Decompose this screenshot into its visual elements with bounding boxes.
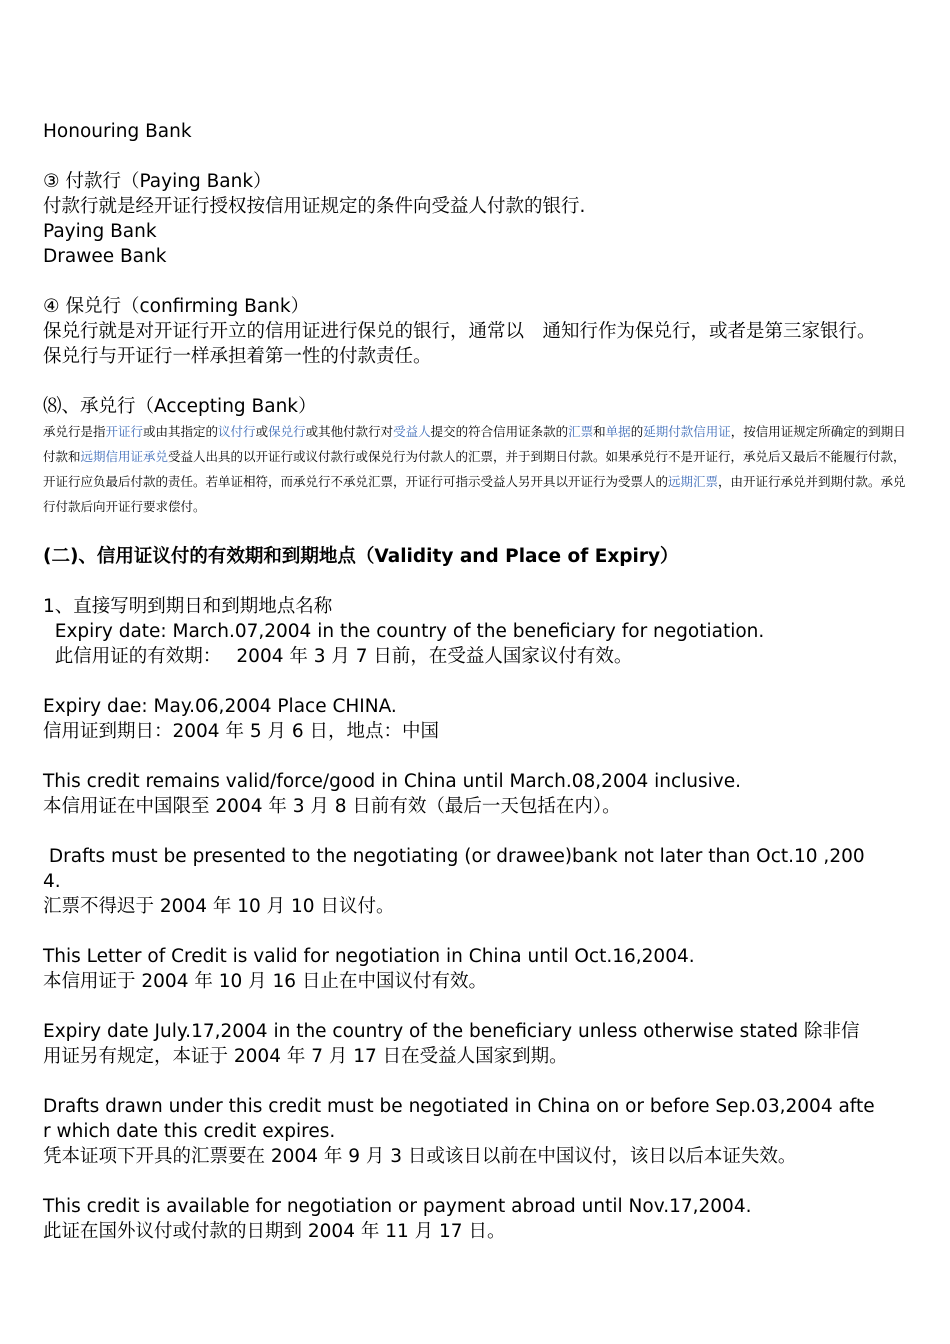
text-line: Paying Bank — [43, 221, 157, 242]
paragraph-text: 的 — [630, 424, 644, 439]
paragraph-text: ，按信用证规定所确定的到期日付款和 — [43, 424, 906, 464]
example-en: Drafts must be presented to the negotiating (or drawee)bank not later than Oct.10 ,200 — [43, 846, 865, 867]
link-documents[interactable]: 单据 — [605, 424, 631, 439]
example-cn: 此证在国外议付或付款的日期到 2004 年 11 月 17 日。 — [43, 1221, 506, 1242]
paragraph-text: 或 — [255, 424, 269, 439]
example-cn: 此信用证的有效期： 2004 年 3 月 7 日前，在受益人国家议付有效。 — [43, 646, 633, 667]
example-cn: 本信用证在中国限至 2004 年 3 月 8 日前有效（最后一天包括在内）。 — [43, 796, 621, 817]
link-usance-draft[interactable]: 远期汇票 — [668, 474, 719, 489]
link-beneficiary[interactable]: 受益人 — [393, 424, 431, 439]
paragraph-text: 承兑行是指 — [43, 424, 106, 439]
example-en: Expiry date: March.07,2004 in the country of the beneficiary for negotiation. — [43, 621, 765, 642]
section-heading — [43, 544, 909, 569]
text-line: ③ 付款行（Paying Bank） — [43, 171, 272, 192]
text-line: 付款行就是经开证行授权按信用证规定的条件向受益人付款的银行. — [43, 196, 586, 217]
link-usance-credit-acceptance[interactable]: 远期信用证承兑 — [80, 449, 169, 464]
text-line: Honouring Bank — [43, 121, 192, 142]
text-line: 保兑行与开证行一样承担着第一性的付款责任。 — [43, 346, 432, 367]
link-negotiating-bank[interactable]: 议付行 — [218, 424, 256, 439]
section-heading-cn: (二)、信用证议付的有效期和到期地点（ — [43, 546, 375, 567]
paragraph-text: 和 — [593, 424, 606, 439]
list-item-heading: 1、直接写明到期日和到期地点名称 — [43, 596, 333, 617]
example-en: Expiry dae: May.06,2004 Place CHINA. — [43, 696, 397, 717]
link-confirming-bank[interactable]: 保兑行 — [268, 424, 306, 439]
paragraph-text: 或由其指定的 — [143, 424, 219, 439]
link-draft[interactable]: 汇票 — [568, 424, 594, 439]
text-line: 保兑行就是对开证行开立的信用证进行保兑的银行，通常以 通知行作为保兑行，或者是第三家银行。 — [43, 321, 876, 342]
accepting-bank-paragraph — [43, 419, 909, 519]
paragraph-text: ，由开证行承兑并到期付款。承兑行付款后向开证行要求偿付。 — [43, 474, 906, 514]
link-issuing-bank[interactable]: 开证行 — [105, 424, 144, 439]
paragraph-text: 受益人出具的以开证行或议付款行或保兑行为付款人的汇票，并于到期日付款。如果承兑行不是开证行，承兑后又最后不能履行付款，开证行应负最后付款的责任。若单证相符，而承兑行不承兑汇票，开证行可指示受益人另开具以开证行为受票人的 — [43, 449, 906, 489]
example-cn: 本信用证于 2004 年 10 月 16 日止在中国议付有效。 — [43, 971, 487, 992]
paragraph-text: 或其他付款行对 — [305, 424, 394, 439]
example-en: 4. — [43, 871, 61, 892]
paragraph-text: 提交的符合信用证条款的 — [430, 424, 569, 439]
example-en: This credit is available for negotiation or payment abroad until Nov.17,2004. — [43, 1196, 752, 1217]
example-cn: 凭本证项下开具的汇票要在 2004 年 9 月 3 日或该日以前在中国议付，该日以后本证失效。 — [43, 1146, 797, 1167]
document-body — [43, 119, 909, 1244]
example-en: This credit remains valid/force/good in China until March.08,2004 inclusive. — [43, 771, 742, 792]
example-cn: 用证另有规定，本证于 2004 年 7 月 17 日在受益人国家到期。 — [43, 1046, 568, 1067]
example-en: Expiry date July.17,2004 in the country of the beneficiary unless otherwise stated 除非信 — [43, 1021, 860, 1042]
text-line: ④ 保兑行（confirming Bank） — [43, 296, 310, 317]
link-deferred-payment-credit[interactable]: 延期付款信用证 — [643, 424, 731, 439]
example-en: This Letter of Credit is valid for negotiation in China until Oct.16,2004. — [43, 946, 695, 967]
text-line: Drawee Bank — [43, 246, 167, 267]
example-cn: 信用证到期日：2004 年 5 月 6 日，地点：中国 — [43, 721, 440, 742]
section-heading-en: Validity and Place of Expiry — [374, 546, 661, 567]
example-en: Drafts drawn under this credit must be negotiated in China on or before Sep.03,2004 afte — [43, 1096, 875, 1117]
section-heading-end: ） — [660, 546, 679, 567]
example-en: r which date this credit expires. — [43, 1121, 336, 1142]
example-cn: 汇票不得迟于 2004 年 10 月 10 日议付。 — [43, 896, 395, 917]
text-line: ⑻、承兑行（Accepting Bank） — [43, 396, 317, 417]
